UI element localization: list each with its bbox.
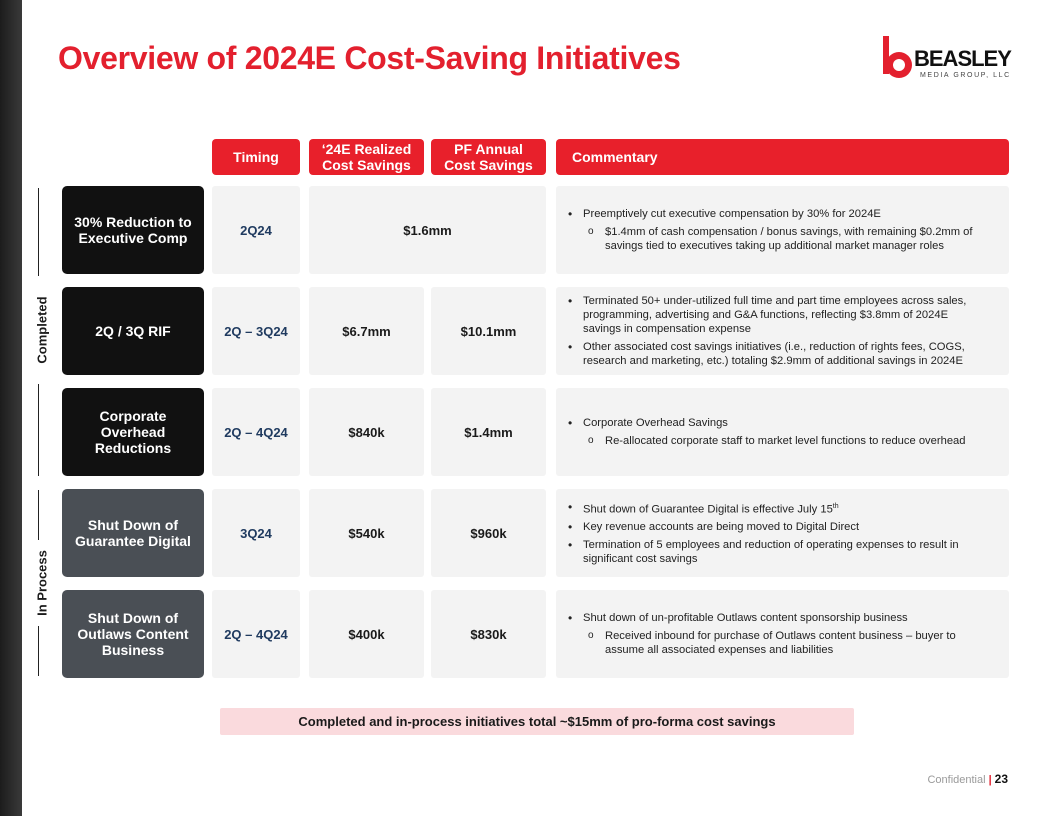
row-commentary — [556, 590, 1009, 678]
company-logo — [880, 34, 1010, 84]
logo-subtitle: MEDIA GROUP, LLC — [920, 72, 1011, 79]
side-label-completed: Completed — [34, 296, 50, 364]
bullet: • Terminated 50+ under-utilized full time and part time employees across sales, programming, advertising and G&A functions, reflecting $3.8mm of 2024E savings in compensation expense — [568, 294, 989, 336]
bullet: • Other associated cost savings initiatives (i.e., reduction of rights fees, COGS, research and marketing, etc.) totaling $2.9mm of additional savings in 2024E — [568, 340, 989, 368]
footer — [927, 772, 1008, 786]
row-label-guarantee-digital: Shut Down of Guarantee Digital — [62, 489, 204, 577]
row-timing: 2Q – 3Q24 — [212, 287, 300, 375]
row-commentary — [556, 186, 1009, 274]
row-commentary — [556, 287, 1009, 375]
row-realized-savings: $1.6mm — [309, 186, 546, 274]
confidential-label: Confidential — [927, 774, 986, 786]
page-title: Overview of 2024E Cost-Saving Initiatives — [58, 40, 681, 76]
footer-separator: | — [988, 774, 992, 786]
completed-bracket-line — [38, 384, 39, 476]
bullet: • Shut down of un-profitable Outlaws content sponsorship business — [568, 611, 989, 625]
sub-bullet: o Re-allocated corporate staff to market level functions to reduce overhead — [568, 434, 989, 448]
side-label-in-process: In Process — [34, 550, 50, 616]
header-pf-annual-savings: PF Annual Cost Savings — [431, 139, 546, 175]
row-pf-savings: $10.1mm — [431, 287, 546, 375]
row-label-executive-comp: 30% Reduction to Executive Comp — [62, 186, 204, 274]
completed-bracket-line — [38, 188, 39, 276]
row-label-rif: 2Q / 3Q RIF — [62, 287, 204, 375]
left-edge-strip — [0, 0, 22, 816]
header-timing: Timing — [212, 139, 300, 175]
row-commentary — [556, 388, 1009, 476]
row-timing: 2Q – 4Q24 — [212, 590, 300, 678]
row-realized-savings: $6.7mm — [309, 287, 424, 375]
in-process-bracket-line — [38, 626, 39, 676]
summary-banner: Completed and in-process initiatives total ~$15mm of pro-forma cost savings — [220, 708, 854, 735]
row-pf-savings: $960k — [431, 489, 546, 577]
row-timing: 2Q24 — [212, 186, 300, 274]
sub-bullet: o $1.4mm of cash compensation / bonus savings, with remaining $0.2mm of savings tied to executives taking up additional market manager roles — [568, 225, 989, 253]
row-label-corporate-overhead: Corporate Overhead Reductions — [62, 388, 204, 476]
logo-wordmark: BEASLEY — [914, 46, 1011, 71]
in-process-bracket-line — [38, 490, 39, 540]
row-realized-savings: $400k — [309, 590, 424, 678]
row-timing: 2Q – 4Q24 — [212, 388, 300, 476]
row-pf-savings: $1.4mm — [431, 388, 546, 476]
sub-bullet: o Received inbound for purchase of Outlaws content business – buyer to assume all associated expenses and liabilities — [568, 629, 989, 657]
bullet: • Corporate Overhead Savings — [568, 416, 989, 430]
header-realized-savings: ‘24E Realized Cost Savings — [309, 139, 424, 175]
bullet: • Shut down of Guarantee Digital is effective July 15th — [568, 500, 989, 517]
row-label-outlaws-content: Shut Down of Outlaws Content Business — [62, 590, 204, 678]
bullet: • Key revenue accounts are being moved to Digital Direct — [568, 520, 989, 534]
page-number: 23 — [994, 772, 1008, 786]
row-realized-savings: $540k — [309, 489, 424, 577]
row-pf-savings: $830k — [431, 590, 546, 678]
row-realized-savings: $840k — [309, 388, 424, 476]
bullet: • Termination of 5 employees and reduction of operating expenses to result in significant cost savings — [568, 538, 989, 566]
header-commentary: Commentary — [556, 139, 1009, 175]
bullet: • Preemptively cut executive compensation by 30% for 2024E — [568, 207, 989, 221]
row-commentary — [556, 489, 1009, 577]
row-timing: 3Q24 — [212, 489, 300, 577]
